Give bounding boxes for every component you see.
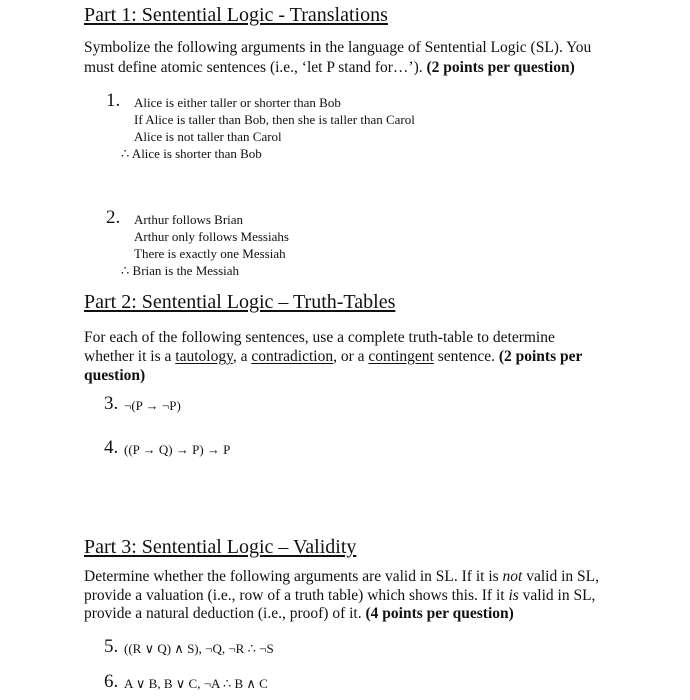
premise: Arthur follows Brian (134, 212, 244, 227)
question-number: 3. (104, 393, 119, 414)
question-number: 6. (104, 671, 119, 692)
text: whether it is a (84, 348, 176, 365)
points-note: (2 points per (498, 348, 583, 365)
text: valid in SL, (518, 587, 596, 604)
part1-instructions-line1: Symbolize the following arguments in the language of Sentential Logic (SL). You (84, 39, 592, 56)
formula: A ∨ B, B ∨ C, ¬A ∴ B ∧ C (124, 676, 268, 691)
formula: ((P → Q) → P) → P (124, 442, 231, 457)
emphasis: is (508, 587, 519, 604)
question-number: 5. (104, 636, 119, 657)
text: , a (232, 348, 252, 365)
formula: ¬(P → ¬P) (124, 398, 181, 413)
text: Determine whether the following arguments are valid in SL. If it is (84, 568, 503, 585)
question-number: 4. (104, 437, 119, 458)
part2-instructions-line3 (84, 367, 145, 385)
part3-heading: Part 3: Sentential Logic – Validity (84, 536, 357, 558)
part2-instructions-line2 (84, 348, 582, 366)
premise: Alice is not taller than Carol (134, 129, 282, 144)
text: sentence. (433, 348, 499, 365)
text: provide a valuation (i.e., row of a truth table) which shows this. If it (84, 587, 509, 604)
conclusion: ∴ Brian is the Messiah (121, 263, 240, 278)
premise: Arthur only follows Messiahs (134, 229, 289, 244)
term-tautology: tautology (175, 348, 233, 365)
points-note: (4 points per question) (365, 605, 514, 622)
conclusion: ∴ Alice is shorter than Bob (121, 146, 262, 161)
points-note: question) (84, 367, 146, 384)
text: valid in SL, (522, 568, 599, 585)
part2-instructions-line1: For each of the following sentences, use a complete truth-table to determine (84, 329, 555, 346)
text: , or a (333, 348, 369, 365)
part1-heading: Part 1: Sentential Logic - Translations (84, 4, 388, 26)
premise: If Alice is taller than Bob, then she is taller than Carol (134, 112, 415, 127)
text: provide a natural deduction (i.e., proof) of it. (84, 605, 366, 622)
question-number: 2. (106, 207, 121, 228)
formula: ((R ∨ Q) ∧ S), ¬Q, ¬R ∴ ¬S (124, 641, 274, 656)
part3-instructions-line3 (84, 605, 514, 623)
emphasis: not (502, 568, 523, 585)
question-number: 1. (106, 90, 121, 111)
part3-instructions-line1 (84, 568, 599, 586)
premise: Alice is either taller or shorter than Bob (134, 95, 341, 110)
term-contradiction: contradiction (251, 348, 334, 365)
term-contingent: contingent (368, 348, 434, 365)
premise: There is exactly one Messiah (134, 246, 286, 261)
part1-instructions-line2 (84, 59, 575, 77)
part2-heading: Part 2: Sentential Logic – Truth-Tables (84, 291, 396, 313)
text: must define atomic sentences (i.e., ‘let P stand for…’). (84, 59, 427, 76)
points-note: (2 points per question) (426, 59, 575, 76)
part3-instructions-line2 (84, 587, 595, 605)
